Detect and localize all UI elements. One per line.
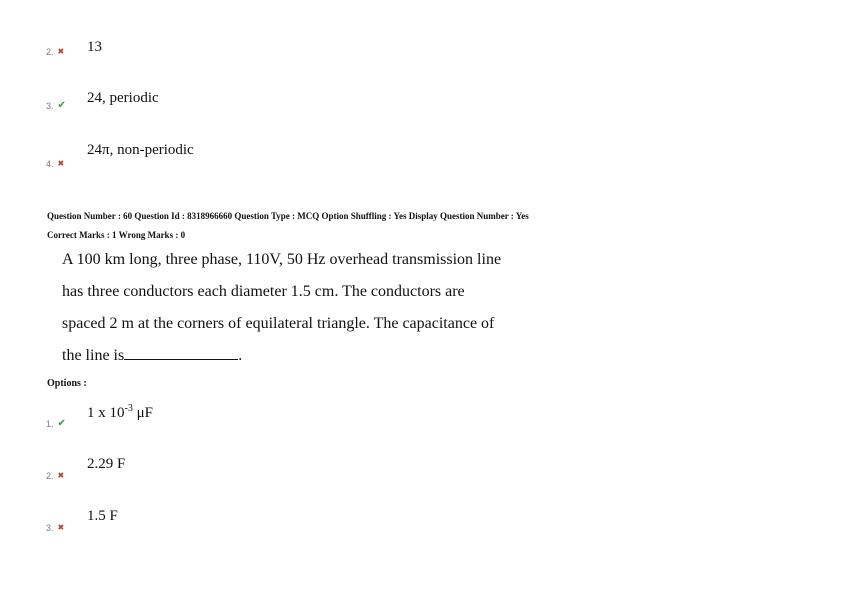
check-icon: ✔ bbox=[57, 100, 66, 111]
option-text: 24, periodic bbox=[87, 90, 159, 106]
answer-blank bbox=[124, 345, 238, 360]
option-number: 3. ✖ bbox=[46, 523, 65, 533]
option-text: 1.5 F bbox=[87, 508, 118, 524]
option-text: 13 bbox=[87, 39, 102, 55]
question-text-last-line: the line is . bbox=[62, 347, 243, 364]
option-text: 1 x $10^{-3}$ μF bbox=[87, 403, 153, 421]
check-icon: ✔ bbox=[57, 418, 66, 429]
option-number: 4. ✖ bbox=[46, 159, 65, 169]
cross-icon: ✖ bbox=[57, 471, 65, 480]
option-number: 3. ✔ bbox=[46, 100, 66, 111]
cross-icon: ✖ bbox=[57, 47, 65, 56]
cross-icon: ✖ bbox=[57, 523, 65, 532]
options-label: Options : bbox=[47, 378, 87, 389]
option-text: 2.29 F bbox=[87, 456, 126, 472]
option-number: 2. ✖ bbox=[46, 471, 65, 481]
question-meta: Question Number : 60 Question Id : 8318966660 Question Type : MCQ Option Shuffling : Yes Display Question Number : Yes bbox=[47, 211, 529, 221]
option-number: 2. ✖ bbox=[46, 47, 65, 57]
cross-icon: ✖ bbox=[57, 159, 65, 168]
option-number: 1. ✔ bbox=[46, 418, 66, 429]
question-marks: Correct Marks : 1 Wrong Marks : 0 bbox=[47, 230, 186, 240]
option-text: 24π, non-periodic bbox=[87, 142, 194, 158]
question-text-line: has three conductors each diameter 1.5 cm. The conductors are bbox=[62, 283, 465, 300]
question-text-line: A 100 km long, three phase, 110V, 50 Hz overhead transmission line bbox=[62, 251, 502, 268]
question-text-line: spaced 2 m at the corners of equilateral triangle. The capacitance of bbox=[62, 315, 495, 332]
